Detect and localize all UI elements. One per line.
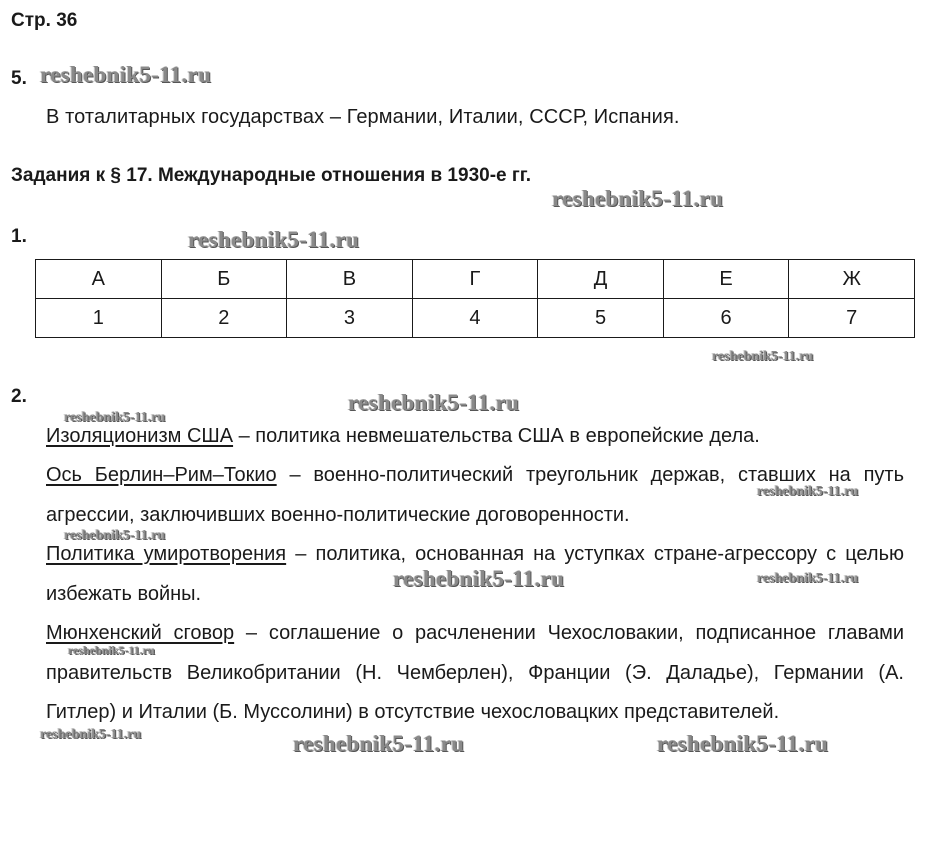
watermark: reshebnik5-11.ru: [188, 227, 360, 252]
table-header-cell: Г: [412, 260, 538, 299]
task2-number: 2.: [11, 386, 27, 407]
watermark: reshebnik5-11.ru: [712, 349, 814, 364]
table-value-cell: 4: [412, 299, 538, 338]
definition-paragraph: [46, 417, 904, 457]
watermark: reshebnik5-11.ru: [293, 731, 465, 756]
watermark: reshebnik5-11.ru: [657, 731, 829, 756]
table-value-cell: 5: [538, 299, 664, 338]
definition-text: – политика, основанная на уступках стране-агрессору с целью избежать войны.: [46, 543, 904, 605]
section-heading: Задания к § 17. Международные отношения в 1930-е гг.: [11, 165, 532, 186]
table-value-cell: 7: [789, 299, 915, 338]
watermark: reshebnik5-11.ru: [757, 571, 859, 586]
table-header-cell: Д: [538, 260, 664, 299]
definition-paragraph: [46, 614, 904, 733]
definition-text: – соглашение о расчленении Чехословакии, подписанное главами правительств Великобритании (Н. Чемберлен), Франции (Э. Даладье), Германии (А. Гитлер) и Италии (Б. Муссолини) в отсутствие чехословацких представителей.: [46, 622, 904, 723]
definition-text: – военно-политический треугольник держав, ставших на путь агрессии, заключивших военно-политические договоренности.: [46, 464, 905, 526]
watermark: reshebnik5-11.ru: [757, 484, 859, 499]
definition-term: Ось Берлин–Рим–Токио: [46, 464, 277, 486]
table-value-cell: 2: [161, 299, 287, 338]
watermark: reshebnik5-11.ru: [68, 643, 155, 657]
table-value-cell: 6: [663, 299, 789, 338]
table-header-cell: Е: [663, 260, 789, 299]
watermark: reshebnik5-11.ru: [393, 566, 565, 591]
table-value-cell: 1: [36, 299, 162, 338]
answer-table: [35, 259, 915, 338]
table-header-cell: В: [287, 260, 413, 299]
definition-term: Мюнхенский сговор: [46, 622, 235, 644]
watermark: reshebnik5-11.ru: [40, 727, 142, 742]
definition-term: Изоляционизм США: [46, 425, 234, 447]
table-header-cell: Ж: [789, 260, 915, 299]
definition-text: – политика невмешательства США в европейские дела.: [233, 425, 760, 447]
watermark: reshebnik5-11.ru: [552, 186, 724, 211]
table-value-cell: 3: [287, 299, 413, 338]
answer-table-header-row: [36, 260, 915, 299]
watermark: reshebnik5-11.ru: [64, 410, 166, 425]
definition-term: Политика умиротворения: [46, 543, 287, 565]
watermark: reshebnik5-11.ru: [348, 390, 520, 415]
watermark: reshebnik5-11.ru: [64, 528, 166, 543]
answer-table-value-row: [36, 299, 915, 338]
table-header-cell: Б: [161, 260, 287, 299]
page-label: Стр. 36: [11, 10, 78, 31]
table-header-cell: А: [36, 260, 162, 299]
task5-number: 5.: [11, 68, 27, 89]
task5-answer-text: В тоталитарных государствах – Германии, Италии, СССР, Испания.: [46, 106, 680, 128]
watermark: reshebnik5-11.ru: [40, 62, 212, 87]
task1-number: 1.: [11, 226, 27, 247]
